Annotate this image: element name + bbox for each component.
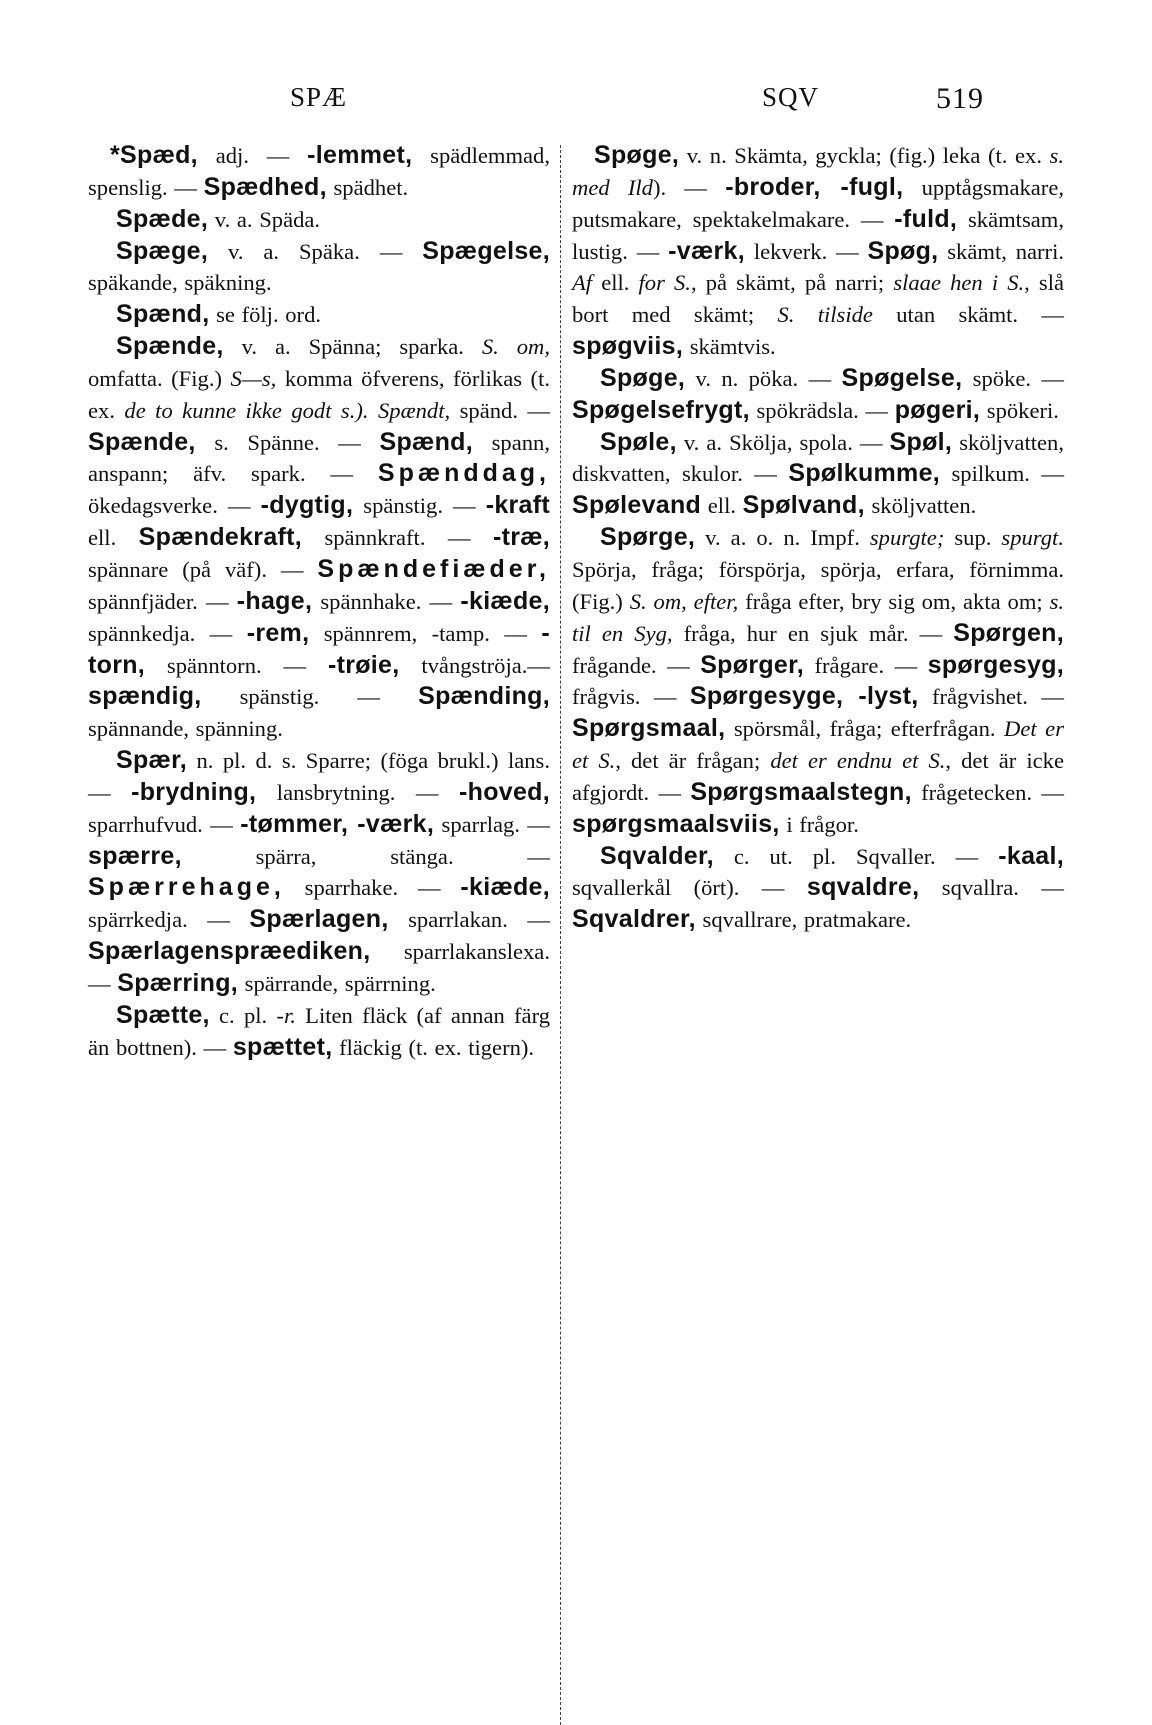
entry-text: utan skämt. — (872, 302, 1064, 328)
header-right-keyword: SQV (762, 82, 820, 112)
entry-text: spännare (på väf). — (88, 556, 318, 582)
headword: -torn, (88, 618, 550, 679)
entry-text: v. a. Späka. — (208, 238, 423, 264)
headword: spærre, (88, 841, 182, 870)
entry-text: , det är icke afgjordt. — (572, 748, 1065, 805)
dictionary-entry (88, 204, 550, 236)
headword: Spændekraft, (138, 523, 303, 552)
dictionary-entry (88, 331, 550, 745)
headword: Spænde, (88, 427, 196, 456)
entry-text: spilkum. — (940, 461, 1064, 487)
headword: *Spæd, (110, 141, 198, 169)
headword: Spøge, (594, 141, 680, 169)
entry-text: spärra, stänga. — (181, 843, 550, 869)
italic-example: s. med Ild (572, 143, 1064, 200)
entry-text: c. ut. pl. Sqvaller. — (713, 843, 999, 869)
italic-example: Det er et S. (572, 716, 1065, 774)
headword: -dygtig, (260, 491, 354, 520)
entry-text: späkande, späkning. (88, 270, 272, 296)
headword: Spøl, (889, 427, 953, 456)
entry-text: Liten fläck (af annan färg än bottnen). — (88, 1002, 550, 1060)
dictionary-entry (572, 363, 1064, 427)
headword: Spædhed, (203, 172, 327, 201)
dictionary-entry (572, 140, 1064, 363)
italic-example: de to kunne ikke godt s.). Spændt, (124, 397, 451, 423)
entry-text: v. n. Skämta, gyckla; (fig.) leka (t. ex. (679, 143, 1050, 168)
headword: Spølevand (572, 491, 702, 520)
dictionary-entry (572, 427, 1064, 523)
italic-example: for S. (638, 270, 691, 296)
headword: Spørgen, (953, 618, 1064, 647)
headword: Spøle, (600, 427, 677, 456)
entry-text: spänstig. — (201, 684, 419, 710)
headword: Spærlagen, (249, 905, 389, 934)
entry-text: adj. — (197, 143, 308, 168)
page-number: 519 (936, 82, 984, 115)
entry-text: spärrkedja. — (88, 907, 250, 933)
left-column (88, 140, 550, 1063)
entry-text: ell. (701, 493, 743, 519)
entry-text: sqvallrare, pratmakare. (695, 907, 912, 933)
dictionary-entry (88, 299, 550, 331)
headword: Spænding, (418, 682, 550, 711)
headword: pøgeri, (894, 395, 981, 424)
entry-text: komma öfverens, förlikas (t. ex. (88, 365, 550, 423)
entry-text: spädlemmad, spenslig. — (88, 143, 550, 200)
entry-text: sparrhufvud. — (88, 811, 241, 837)
entry-text: frågvishet. — (918, 684, 1064, 710)
column-divider (560, 145, 561, 1725)
dictionary-entry (88, 140, 550, 204)
headword: Spænd, (379, 427, 473, 456)
entry-text: fråga efter, bry sig om, akta om; (738, 588, 1050, 614)
italic-example: det er endnu et S. (770, 748, 946, 774)
headword: -kiæde, (460, 873, 550, 902)
headword: Spørgesyge, -lyst, (689, 682, 919, 711)
entry-text: omfatta. (Fig.) (88, 365, 231, 391)
entry-text: spännande, spänning. (88, 716, 283, 742)
headword: spørgsmaalsviis, (572, 809, 780, 838)
headword: Spætte, (116, 1000, 210, 1029)
headword: Spændefiæder, (317, 554, 550, 583)
entry-text: spännkedja. — (88, 620, 247, 646)
headword: spøgviis, (572, 332, 684, 361)
entry-text: frågetecken. — (911, 779, 1064, 805)
italic-example: S. om, (481, 334, 550, 360)
entry-text: skämtsam, lustig. — (572, 206, 1064, 264)
entry-text: spännhake. — (312, 588, 461, 614)
entry-text: lekverk. — (744, 238, 868, 264)
italic-example: slaae hen i S. (893, 270, 1025, 296)
running-header (0, 82, 1152, 122)
headword: -kaal, (998, 841, 1064, 870)
italic-example: s. til en Syg, (572, 588, 1065, 646)
headword: -værk, (668, 236, 745, 265)
entry-text: lansbrytning. — (256, 779, 459, 805)
entry-text: skämt, narri. (938, 238, 1065, 264)
entry-text: spännfjäder. — (88, 588, 237, 614)
entry-text: v. a. Späda. (208, 206, 321, 232)
headword: -hoved, (459, 777, 550, 806)
entry-text: s. Spänne. — (195, 429, 380, 455)
entry-text: , på skämt, på narri; (690, 270, 894, 296)
headword: spørgesyg, (927, 650, 1065, 679)
entry-text: Spörja, fråga; förspörja, spörja, erfara, förnimma. (Fig.) (572, 556, 1064, 614)
headword: Spølvand, (742, 491, 865, 520)
headword: Spærrehage, (88, 873, 285, 902)
headword: Spøge, (600, 363, 686, 392)
headword: Spærlagenspræediken, (88, 937, 371, 966)
headword: Spænddag, (377, 459, 550, 488)
headword: Spørgsmaal, (572, 714, 726, 743)
entry-text: v. n. pöka. — (685, 365, 842, 391)
entry-text: ell. (592, 270, 639, 296)
entry-text: i frågor. (779, 811, 859, 837)
entry-text: sqvallerkål (ört). — (572, 875, 807, 901)
italic-example: r. (283, 1002, 296, 1028)
entry-text: spökeri. (980, 397, 1059, 423)
entry-text: fläckig (t. ex. tigern). (332, 1034, 535, 1060)
entry-text: sköljvatten, diskvatten, skulor. — (572, 429, 1064, 487)
entry-text: , det är frågan; (615, 748, 771, 774)
entry-text: ökedagsverke. — (88, 493, 261, 519)
entry-text: spärrande, spärrning. (238, 970, 436, 996)
headword: -træ, (492, 523, 550, 552)
entry-text: spänd. — (450, 397, 550, 423)
headword: Sqvalder, (600, 841, 714, 870)
headword: Spørger, (700, 650, 805, 679)
dictionary-entry (88, 236, 550, 300)
headword: spændig, (88, 682, 202, 711)
entry-text: skämtvis. (683, 334, 776, 360)
entry-text: ). — (652, 174, 726, 200)
headword: -brydning, (131, 777, 257, 806)
headword: spættet, (232, 1032, 333, 1061)
headword: Spøg, (867, 236, 939, 265)
italic-example: S. om, efter, (629, 588, 739, 614)
italic-example: spurgt. (1001, 525, 1064, 551)
entry-text: spöke. — (962, 365, 1064, 391)
headword: Spørgsmaalstegn, (690, 777, 912, 806)
headword: Spær, (116, 746, 187, 775)
headword: -lemmet, (307, 141, 413, 169)
entry-text: sköljvatten. (864, 493, 977, 519)
headword: Spænde, (116, 332, 224, 361)
italic-example: spurgte; (869, 525, 945, 551)
entry-text: n. pl. d. s. Sparre; (föga brukl.) lans. — (88, 748, 550, 805)
entry-text: frågande. — (572, 652, 701, 678)
entry-text: sparrlag. — (434, 811, 550, 837)
entry-text: spörsmål, fråga; efterfrågan. (725, 716, 1005, 742)
entry-text: spännkraft. — (302, 525, 493, 551)
italic-example: Af (572, 270, 593, 296)
headword: -fuld, (894, 204, 958, 233)
dictionary-entry (572, 522, 1064, 840)
headword: Spølkumme, (788, 459, 941, 488)
headword: Spærring, (117, 968, 239, 997)
entry-text: sparrlakanslexa. — (88, 939, 550, 996)
entry-text: frågare. — (804, 652, 928, 678)
headword: -kraft (485, 491, 551, 520)
entry-text: se följ. ord. (209, 302, 322, 328)
entry-text: upptågsmakare, putsmakare, spektakelmakare. — (572, 174, 1064, 232)
entry-text: fråga, hur en sjuk mår. — (672, 620, 954, 646)
entry-text: sparrhake. — (284, 875, 461, 901)
italic-example: S. tilside (777, 302, 873, 328)
headword: Spøgelsefrygt, (572, 395, 750, 424)
headword: -hage, (236, 586, 313, 615)
italic-example: S—s, (230, 365, 277, 391)
headword: -broder, -fugl, (725, 172, 904, 201)
headword: -rem, (246, 618, 310, 647)
headword: Spæge, (116, 236, 209, 265)
entry-text: spänntorn. — (145, 652, 328, 678)
entry-text: spännrem, -tamp. — (309, 620, 542, 646)
header-left-keyword: SPÆ (290, 82, 348, 112)
headword: Spæde, (116, 204, 209, 233)
headword: Spægelse, (422, 236, 550, 265)
entry-text: sup. (944, 525, 1002, 551)
dictionary-entry (88, 745, 550, 1000)
headword: -kiæde, (460, 586, 550, 615)
headword: sqvaldre, (806, 873, 920, 902)
headword: Sqvaldrer, (572, 905, 696, 934)
headword: -trøie, (327, 650, 400, 679)
entry-text: spädhet. (326, 174, 409, 200)
entry-text: v. a. o. n. Impf. (695, 525, 870, 551)
entry-text: v. a. Spänna; sparka. (223, 334, 482, 360)
dictionary-entry (572, 841, 1064, 937)
headword: -tømmer, -værk, (240, 809, 435, 838)
entry-text: spann, anspann; äfv. spark. — (88, 429, 550, 487)
entry-text: frågvis. — (572, 684, 690, 710)
headword: Spænd, (116, 300, 210, 329)
headword: Spørge, (600, 523, 696, 552)
entry-text: sparrlakan. — (388, 907, 550, 933)
entry-text: spänstig. — (353, 493, 486, 519)
entry-text: spökrädsla. — (749, 397, 895, 423)
entry-text: tvångströja.— (399, 652, 550, 678)
entry-text: ell. (88, 525, 139, 551)
entry-text: c. pl. - (209, 1002, 284, 1028)
right-column (572, 140, 1064, 936)
entry-text: sqvallra. — (919, 875, 1064, 901)
entry-text: , slå bort med skämt; (572, 270, 1065, 328)
dictionary-entry (88, 1000, 550, 1064)
headword: Spøgelse, (841, 363, 963, 392)
entry-text: v. a. Skölja, spola. — (676, 429, 890, 455)
